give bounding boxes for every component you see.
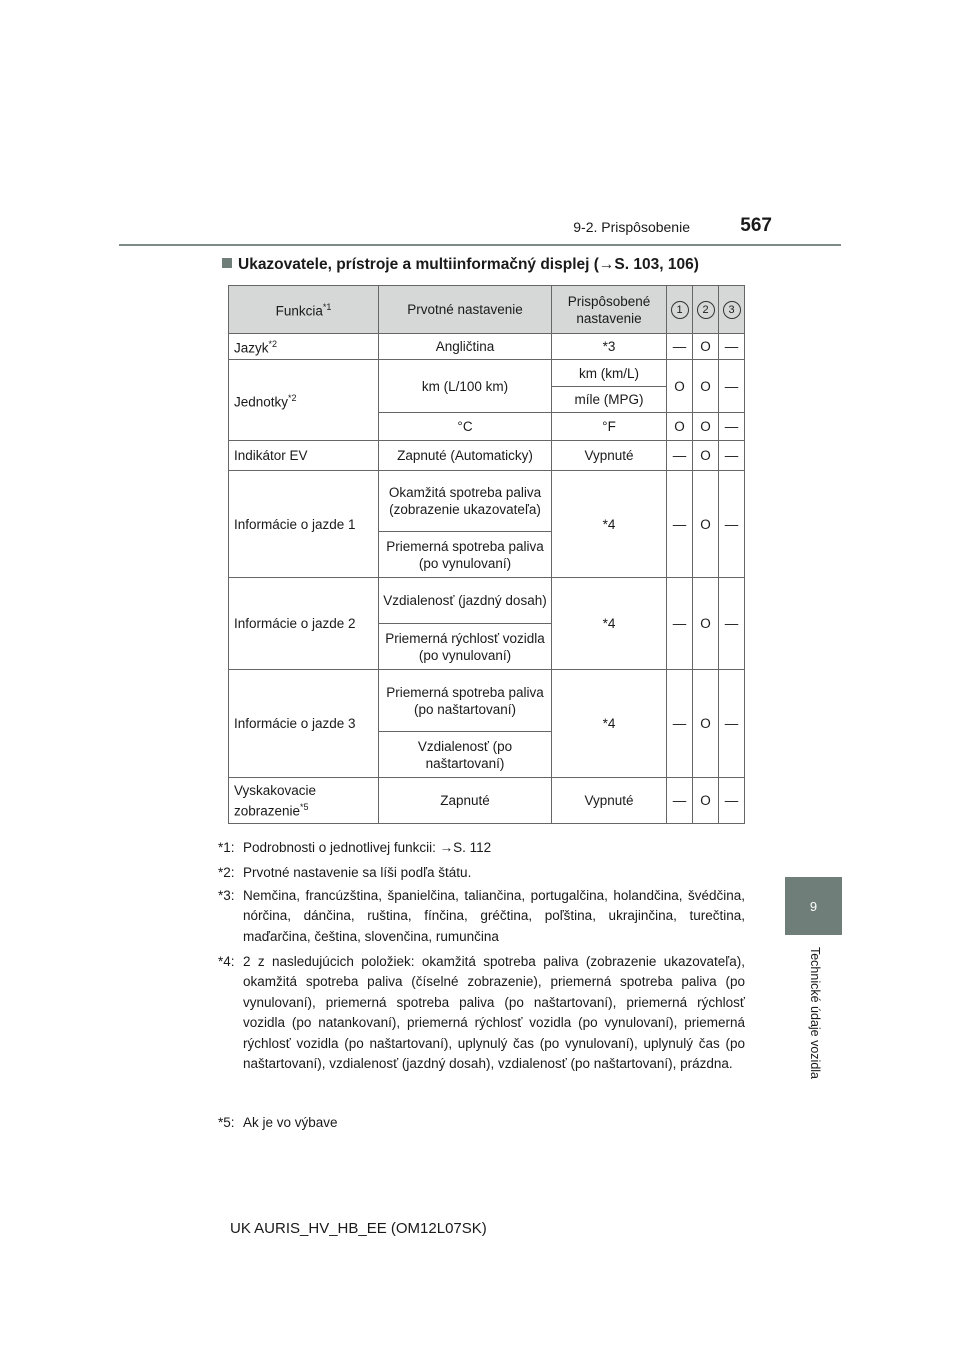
col-2 (693, 286, 719, 334)
bullet-square-icon (222, 258, 232, 268)
table-row: míle (MPG) (229, 387, 745, 413)
table-row: Informácie o jazde 1 Okamžitá spotreba paliva (zobrazenie ukazovateľa) *4 — O — (229, 471, 745, 532)
table-row: Informácie o jazde 3 Priemerná spotreba paliva (po naštartovaní) *4 — O — (229, 670, 745, 732)
table-header (229, 286, 745, 334)
section-header: 9-2. Prispôsobenie (573, 219, 690, 235)
col-1 (667, 286, 693, 334)
col-initial: Prvotné nastavenie (379, 286, 552, 334)
table-row: Informácie o jazde 2 Vzdialenosť (jazdný dosah) *4 — O — (229, 578, 745, 624)
table-row: Jednotky$^{*2}$ km (L/100 km) km (km/L) O O — (229, 360, 745, 387)
settings-table (228, 285, 745, 824)
chapter-tab: 9 (785, 877, 842, 935)
section-title: Ukazovatele, prístroje a multiinformačný displej (→S. 103, 106) (222, 256, 782, 274)
circle-2-icon: 2 (697, 301, 715, 319)
footnote-1: *1: Podrobnosti o jednotlivej funkcii: →S. 112 (218, 840, 492, 855)
footer-code: UK AURIS_HV_HB_EE (OM12L07SK) (230, 1220, 487, 1237)
footnote-5: *5: Ak je vo výbave (218, 1115, 338, 1130)
table-row: Vzdialenosť (po naštartovaní) (229, 732, 745, 778)
col-function: Funkcia$^{*1}$ (229, 286, 379, 334)
circle-3-icon: 3 (723, 301, 741, 319)
footnote-2: *2: Prvotné nastavenie sa líši podľa štátu. (218, 865, 472, 880)
table-row: Priemerná rýchlosť vozidla (po vynulovaní) (229, 624, 745, 670)
col-3 (719, 286, 745, 334)
footnote-4: *4: 2 z nasledujúcich položiek: okamžitá spotreba paliva (zobrazenie ukazovateľa), okamžitá spotreba paliva (číselné zobrazenie), priemerná spotreba paliva (po vynulovaní), priemerná spotreba paliva (po naštartovaní), priemerná rýchlosť vozidla (po natankovaní), priemerná rýchlosť vozidla (po vynulovaní), priemerná rýchlosť vozidla (po naštartovaní), uplynulý čas (po vynulovaní), uplynulý čas (po naštartovaní), vzdialenosť (jazdný dosah), vzdialenosť (po naštartovaní), prázdna. (218, 954, 745, 1072)
page-number: 567 (740, 215, 772, 236)
table-row: Jazyk$^{*2}$ Angličtina *3 — O — (229, 334, 745, 360)
chapter-label: Technické údaje vozidla (808, 946, 822, 1080)
header-rule (119, 244, 841, 246)
table-row: °C °F O O — (229, 413, 745, 441)
table-row: Indikátor EV Zapnuté (Automaticky) Vypnuté — O — (229, 441, 745, 471)
circle-1-icon: 1 (671, 301, 689, 319)
table-row: Vyskakovacie zobrazenie$^{*5}$ Zapnuté Vypnuté — O — (229, 778, 745, 824)
table-row: Priemerná spotreba paliva (po vynulovaní) (229, 532, 745, 578)
col-custom: Prispôsobené nastavenie (552, 286, 667, 334)
footnote-3: *3: Nemčina, francúzština, španielčina, taliančina, portugalčina, holandčina, švédčina, nórčina, dánčina, ruština, fínčina, gréčtina, poľština, ukrajinčina, turečtina, maďarčina, čeština, slovenčina, rumunčina (218, 888, 745, 944)
